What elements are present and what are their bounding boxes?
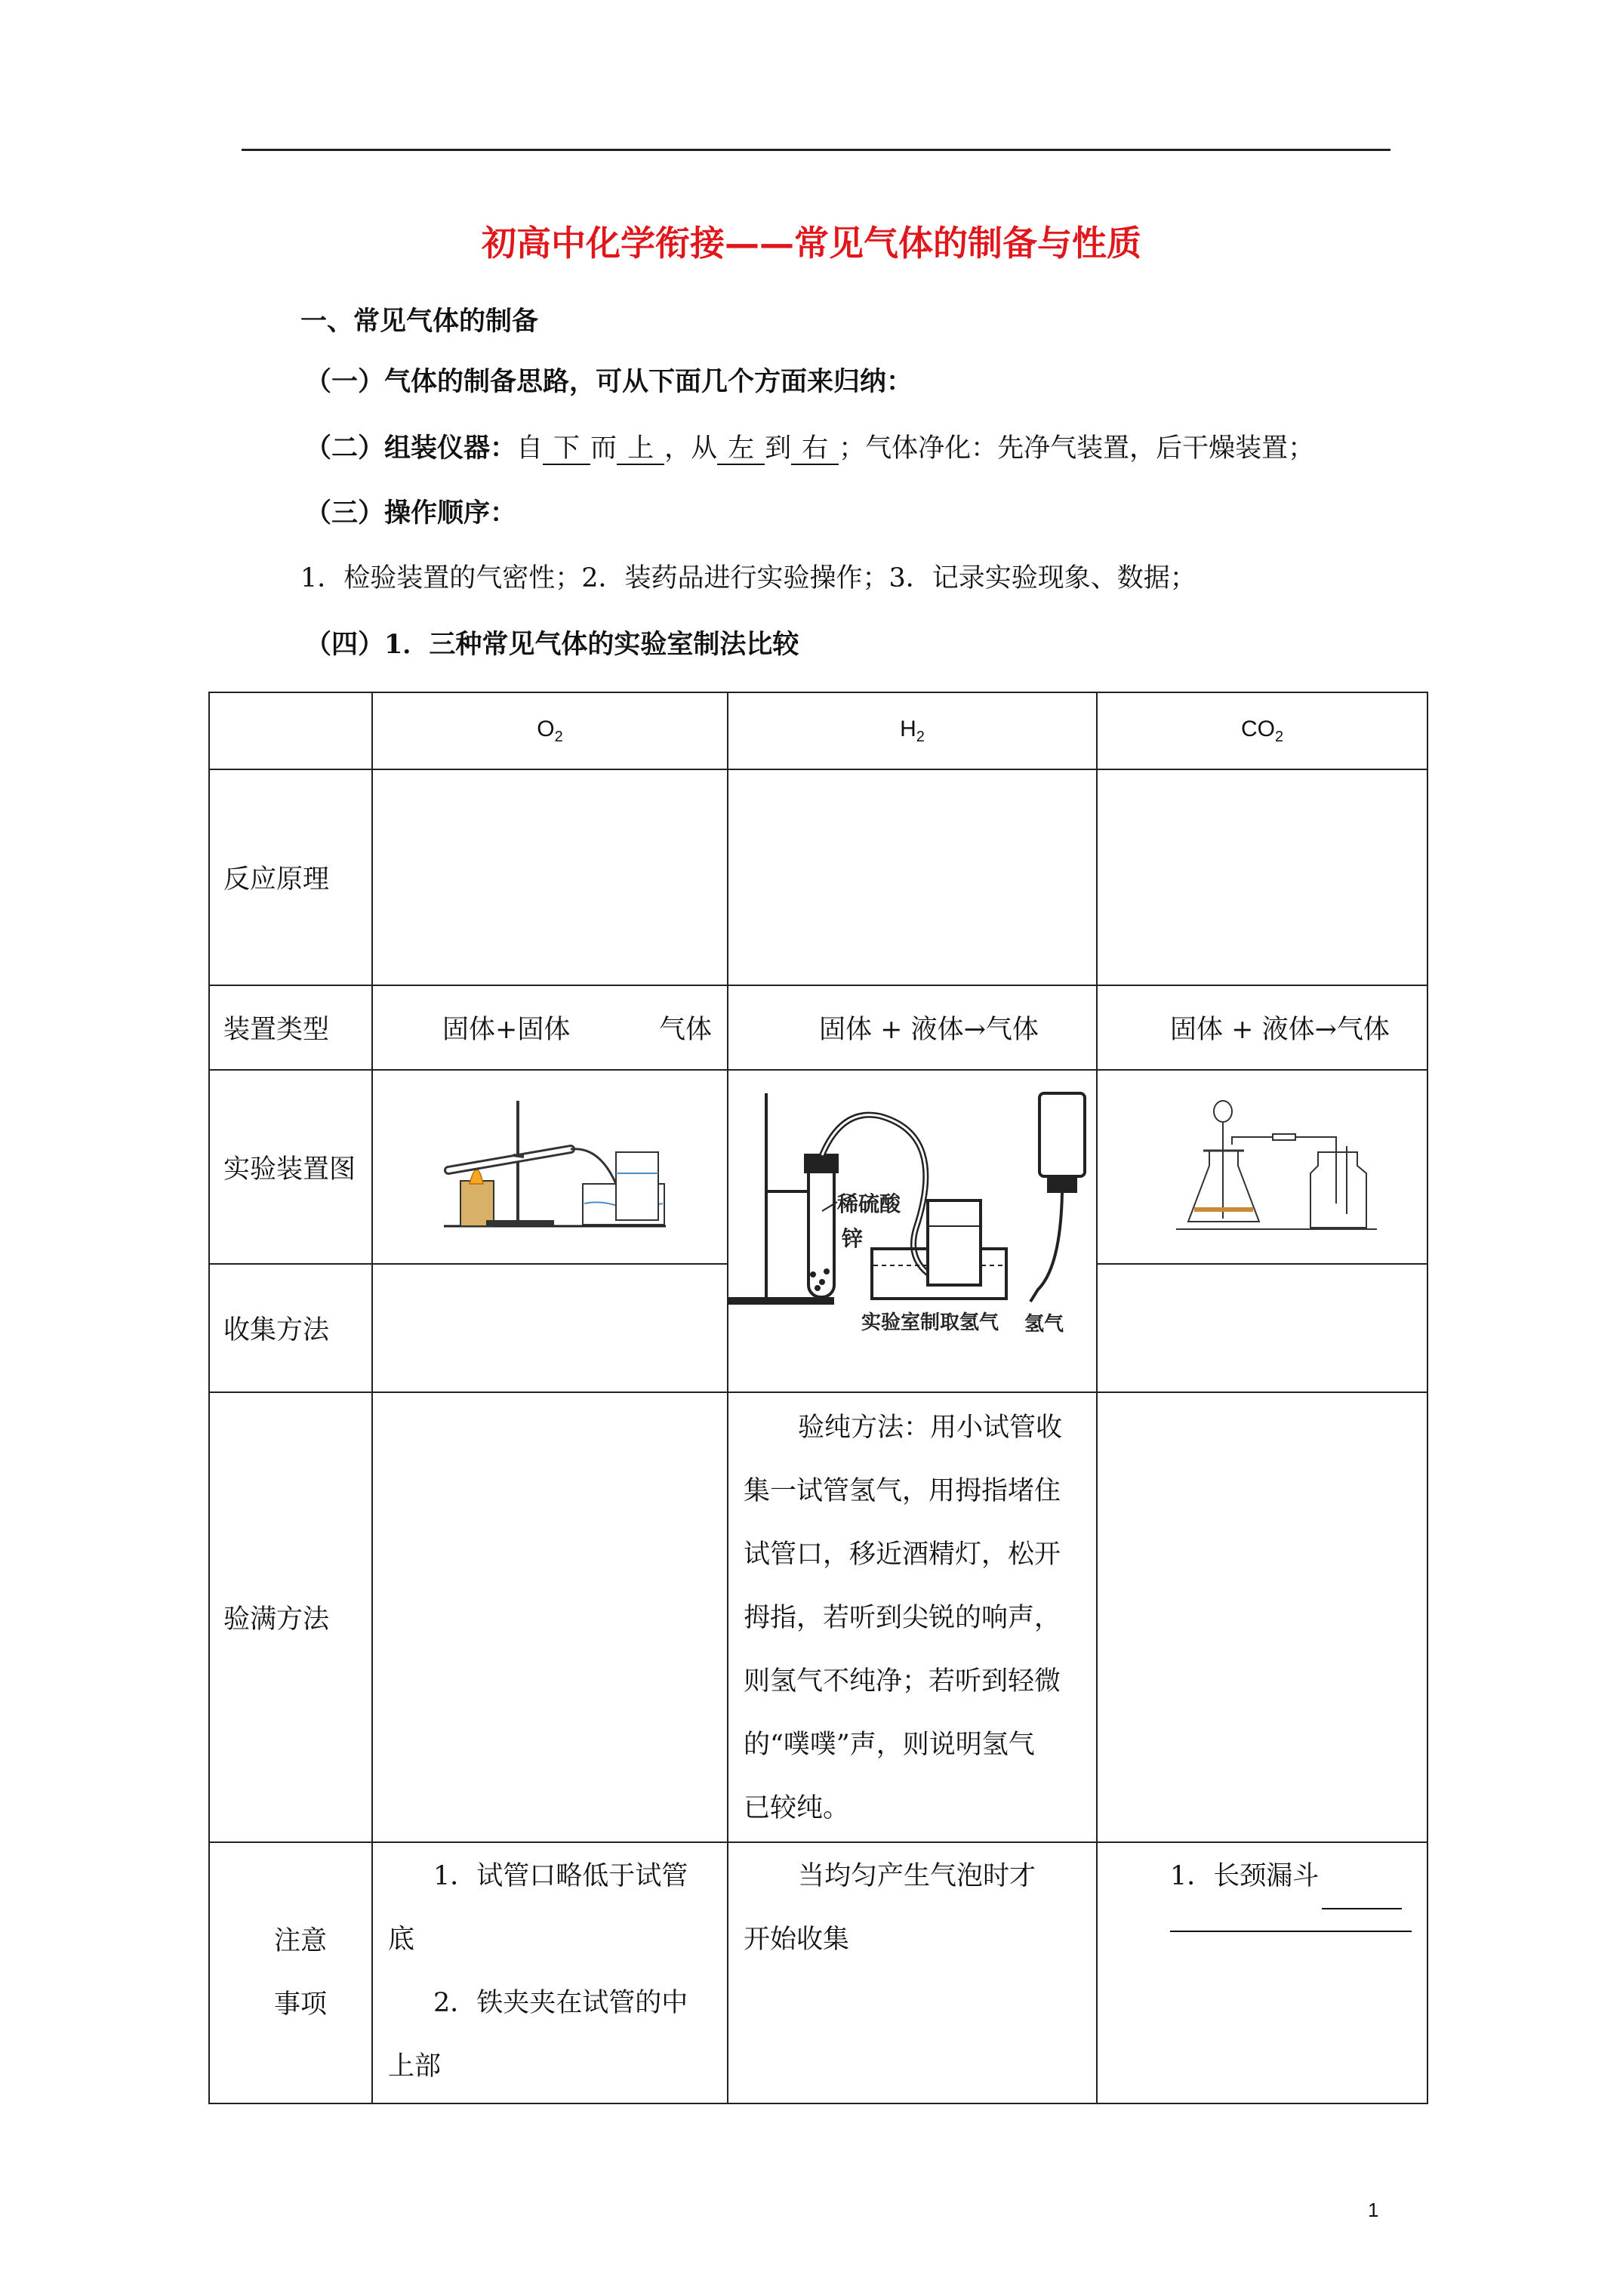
diagram-label-zinc: 锌 xyxy=(842,1226,864,1251)
device-type-h2: 固体 + 液体→气体 xyxy=(728,985,1097,1070)
device-type-o2-left: 固体+固体 xyxy=(442,1015,571,1045)
notes-o2-line-1: 1．试管口略低于试管 xyxy=(433,1861,688,1891)
diagram-caption: 实验室制取氢气 xyxy=(861,1311,999,1334)
header-empty-cell xyxy=(209,692,372,769)
diagram-label-acid: 稀硫酸 xyxy=(837,1191,901,1216)
table-row-check xyxy=(209,1392,1427,1842)
notes-h2-cell xyxy=(728,1842,1097,2103)
item-1: （一）气体的制备思路，可从下面几个方面来归纳： xyxy=(305,366,913,397)
header-rule xyxy=(242,149,1390,151)
check-h2-line-3: 试管口，移近酒精灯，松开 xyxy=(744,1539,1061,1570)
section-heading: 一、常见气体的制备 xyxy=(300,306,539,337)
header-o2: $O_2$ xyxy=(372,692,728,769)
notes-co2-cell xyxy=(1097,1842,1427,2103)
row-label-reaction: 反应原理 xyxy=(209,769,372,985)
item-2-text-3: ，从 xyxy=(664,433,718,464)
notes-co2-text: 1．长颈漏斗 xyxy=(1170,1861,1320,1891)
blank-right: 右 xyxy=(791,434,839,465)
item-4: （四）1．三种常见气体的实验室制法比较 xyxy=(305,629,799,660)
notes-o2-line-4: 上部 xyxy=(388,2051,442,2082)
notes-co2-line-1 xyxy=(1170,1845,1412,1909)
header-co2: $CO_2$ xyxy=(1097,692,1427,769)
notes-o2-cell xyxy=(372,1842,728,2103)
item-2-prefix: （二）组装仪器： xyxy=(305,433,517,464)
check-h2-line-4: 拇指，若听到尖锐的响声， xyxy=(744,1603,1061,1633)
diagram-o2-cell xyxy=(372,1070,728,1264)
row-label-collect: 收集方法 xyxy=(209,1264,372,1392)
device-type-o2 xyxy=(372,985,728,1070)
reaction-co2-cell xyxy=(1097,769,1427,985)
row-label-notes-line-1: 注意 xyxy=(273,1926,327,1956)
table-row-device-type xyxy=(209,985,1427,1070)
table-row-reaction xyxy=(209,769,1427,985)
notes-co2-blank-1 xyxy=(1322,1845,1402,1909)
document-title: 初高中化学衔接——常见气体的制备与性质 xyxy=(482,223,1141,264)
item-2 xyxy=(305,427,1314,465)
diagram-co2-cell xyxy=(1097,1070,1427,1264)
check-h2-line-2: 集一试管氢气，用拇指堵住 xyxy=(744,1476,1061,1506)
diagram-h2-cell xyxy=(728,1070,1097,1392)
header-h2: $H_2$ xyxy=(728,692,1097,769)
check-h2-line-5: 则氢气不纯净；若听到轻微 xyxy=(744,1666,1061,1697)
page-number: 1 xyxy=(1368,2199,1379,2221)
table-header-row xyxy=(209,692,1427,769)
row-label-check: 验满方法 xyxy=(209,1392,372,1842)
operation-steps: 1．检验装置的气密性；2．装药品进行实验操作；3．记录实验现象、数据； xyxy=(300,563,1196,593)
item-2-text-2: 而 xyxy=(590,433,617,464)
blank-top: 上 xyxy=(617,434,664,465)
item-2-text-4: 到 xyxy=(765,433,792,464)
gas-comparison-table xyxy=(208,692,1428,2104)
o2-apparatus-diagram xyxy=(373,1071,728,1256)
diagram-label-gas: 氢气 xyxy=(1024,1313,1064,1336)
item-2-text-1: 自 xyxy=(516,433,544,464)
notes-h2-line-1: 当均匀产生气泡时才 xyxy=(798,1861,1036,1891)
h2-apparatus-diagram xyxy=(728,1071,1098,1385)
blank-bottom: 下 xyxy=(543,434,590,465)
notes-co2-blank-2 xyxy=(1170,1909,1412,1932)
check-h2-line-1: 验纯方法：用小试管收 xyxy=(798,1413,1063,1443)
notes-o2-line-2: 底 xyxy=(388,1925,415,1955)
co2-apparatus-diagram xyxy=(1098,1071,1428,1256)
item-2-text-5: ；气体净化：先净气装置，后干燥装置； xyxy=(839,433,1315,464)
blank-left: 左 xyxy=(717,434,765,465)
notes-o2-line-3: 2．铁夹夹在试管的中 xyxy=(433,1988,688,2018)
check-h2-line-6: 的“噗噗”声，则说明氢气 xyxy=(744,1730,1035,1760)
collect-co2-cell xyxy=(1097,1264,1427,1392)
row-label-diagram: 实验装置图 xyxy=(209,1070,372,1264)
row-label-device-type: 装置类型 xyxy=(209,985,372,1070)
collect-o2-cell xyxy=(372,1264,728,1392)
device-type-o2-right: 气体 xyxy=(658,1015,712,1045)
row-label-notes xyxy=(209,1842,372,2103)
reaction-h2-cell xyxy=(728,769,1097,985)
device-type-co2: 固体 + 液体→气体 xyxy=(1097,985,1427,1070)
item-3: （三）操作顺序： xyxy=(305,498,517,529)
notes-h2-line-2: 开始收集 xyxy=(744,1925,850,1955)
reaction-o2-cell xyxy=(372,769,728,985)
check-o2-cell xyxy=(372,1392,728,1842)
check-h2-line-7: 已较纯。 xyxy=(744,1793,850,1823)
check-co2-cell xyxy=(1097,1392,1427,1842)
table-row-notes xyxy=(209,1842,1427,2103)
row-label-notes-line-2: 事项 xyxy=(273,1989,327,2020)
check-h2-cell xyxy=(728,1392,1097,1842)
table-row-diagram xyxy=(209,1070,1427,1264)
